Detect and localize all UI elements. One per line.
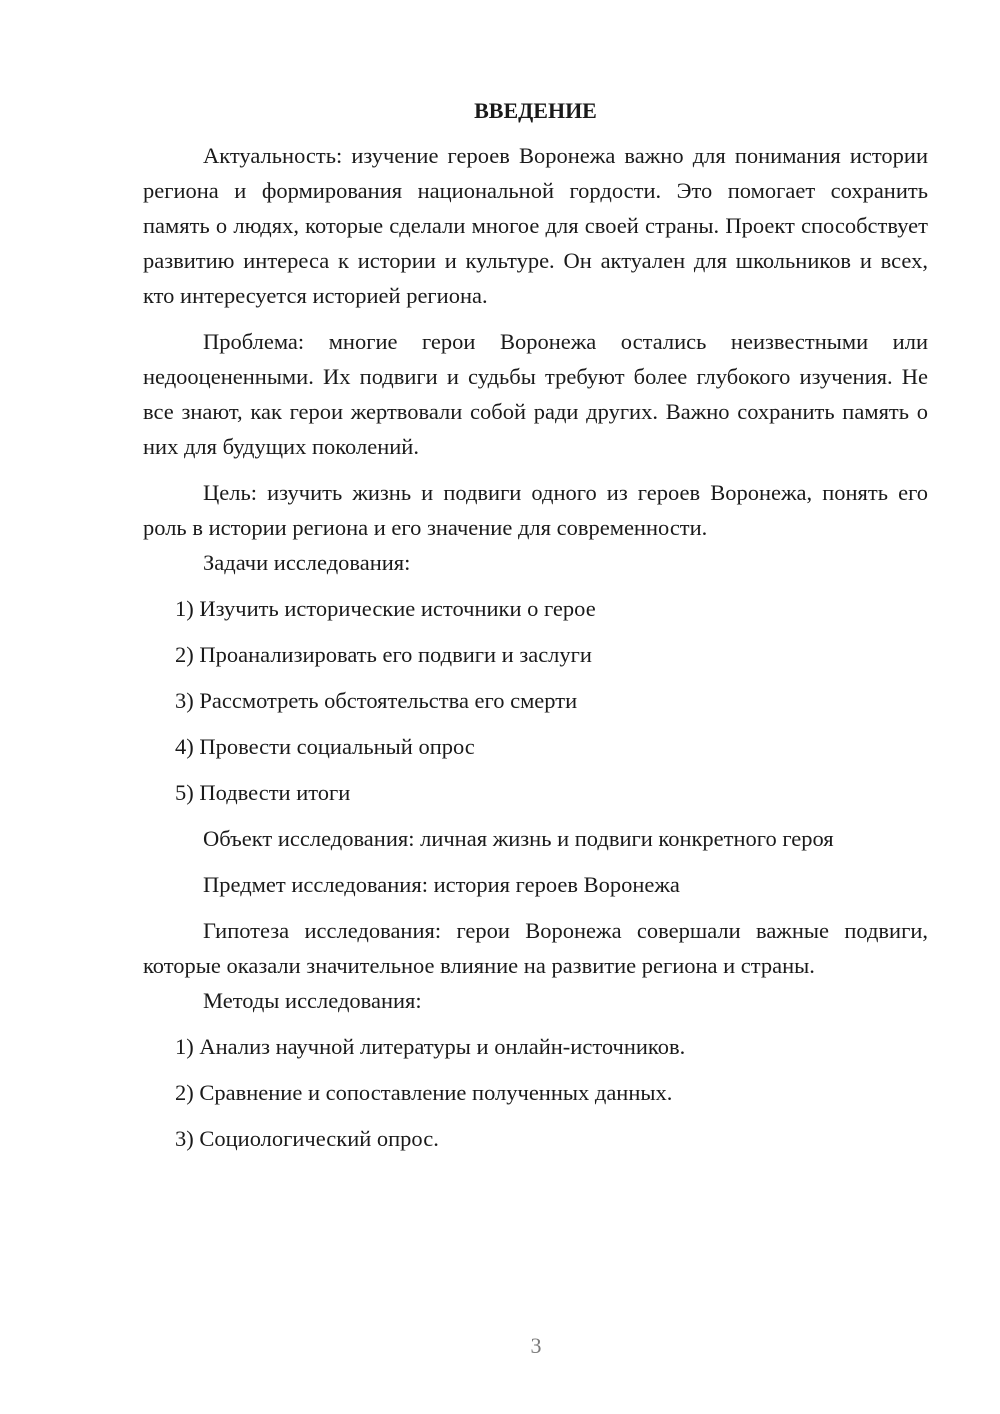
research-object: Объект исследования: личная жизнь и подвиги конкретного героя: [203, 826, 834, 851]
task-item: 5) Подвести итоги: [175, 780, 351, 805]
task-item: 3) Рассмотреть обстоятельства его смерти: [175, 688, 578, 713]
document-body: [143, 95, 928, 1156]
method-item: 1) Анализ научной литературы и онлайн-источников.: [175, 1034, 686, 1059]
task-item: 2) Проанализировать его подвиги и заслуги: [175, 642, 592, 667]
method-item: 2) Сравнение и сопоставление полученных данных.: [175, 1080, 673, 1105]
hypothesis-paragraph: Гипотеза исследования: герои Воронежа совершали важные подвиги, которые оказали значительное влияние на развитие региона и страны.: [143, 918, 928, 978]
section-title: ВВЕДЕНИЕ: [474, 98, 597, 123]
page-number: 3: [530, 1333, 542, 1358]
research-subject: Предмет исследования: история героев Воронежа: [203, 872, 680, 897]
task-item: 1) Изучить исторические источники о герое: [175, 596, 596, 621]
problem-paragraph: Проблема: многие герои Воронежа остались неизвестными или недооцененными. Их подвиги и судьбы требуют более глубокого изучения. Не все знают, как герои жертвовали собой ради других. Важно сохранить память о них для будущих поколений.: [143, 329, 928, 459]
method-item: 3) Социологический опрос.: [175, 1126, 439, 1151]
tasks-heading: Задачи исследования:: [203, 550, 411, 575]
task-item: 4) Провести социальный опрос: [175, 734, 475, 759]
goal-paragraph: Цель: изучить жизнь и подвиги одного из героев Воронежа, понять его роль в истории региона и его значение для современности.: [143, 480, 928, 540]
relevance-paragraph: Актуальность: изучение героев Воронежа важно для понимания истории региона и формирования национальной гордости. Это помогает сохранить память о людях, которые сделали многое для своей страны. Проект способствует развитию интереса к истории и культуре. Он актуален для школьников и всех, кто интересуется историей региона.: [143, 143, 928, 308]
methods-heading: Методы исследования:: [203, 988, 422, 1013]
